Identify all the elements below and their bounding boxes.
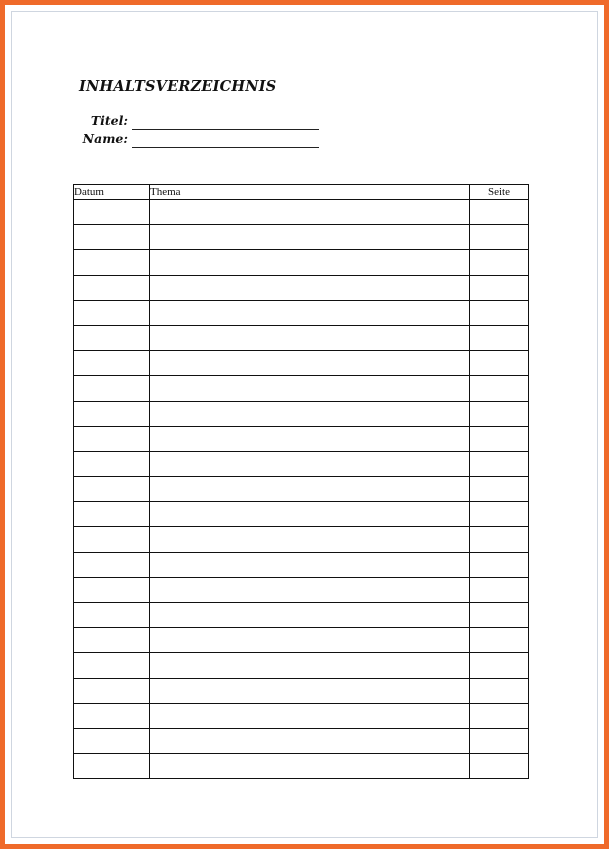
- thema-cell[interactable]: [150, 678, 470, 703]
- seite-cell[interactable]: [470, 552, 529, 577]
- thema-cell[interactable]: [150, 703, 470, 728]
- datum-cell[interactable]: [74, 477, 150, 502]
- datum-cell[interactable]: [74, 502, 150, 527]
- table-row: [74, 250, 529, 275]
- thema-cell[interactable]: [150, 250, 470, 275]
- datum-cell[interactable]: [74, 451, 150, 476]
- seite-cell[interactable]: [470, 477, 529, 502]
- table-row: [74, 653, 529, 678]
- column-header-thema: Thema: [150, 185, 470, 200]
- seite-cell[interactable]: [470, 426, 529, 451]
- toc-body: [74, 200, 529, 779]
- thema-cell[interactable]: [150, 552, 470, 577]
- thema-cell[interactable]: [150, 451, 470, 476]
- seite-cell[interactable]: [470, 225, 529, 250]
- thema-cell[interactable]: [150, 577, 470, 602]
- seite-cell[interactable]: [470, 401, 529, 426]
- datum-cell[interactable]: [74, 678, 150, 703]
- datum-cell[interactable]: [74, 728, 150, 753]
- thema-cell[interactable]: [150, 477, 470, 502]
- thema-cell[interactable]: [150, 653, 470, 678]
- table-row: [74, 426, 529, 451]
- table-row: [74, 502, 529, 527]
- table-row: [74, 477, 529, 502]
- seite-cell[interactable]: [470, 451, 529, 476]
- seite-cell[interactable]: [470, 728, 529, 753]
- table-row: [74, 577, 529, 602]
- datum-cell[interactable]: [74, 703, 150, 728]
- header-gap-row: [74, 200, 529, 225]
- table-row: [74, 351, 529, 376]
- thema-cell[interactable]: [150, 754, 470, 779]
- thema-cell[interactable]: [150, 225, 470, 250]
- table-row: [74, 300, 529, 325]
- document-heading: INHALTSVERZEICHNIS: [79, 78, 277, 95]
- seite-cell[interactable]: [470, 577, 529, 602]
- datum-cell[interactable]: [74, 653, 150, 678]
- datum-cell[interactable]: [74, 225, 150, 250]
- datum-cell[interactable]: [74, 250, 150, 275]
- thema-cell[interactable]: [150, 401, 470, 426]
- datum-cell[interactable]: [74, 300, 150, 325]
- column-header-datum: Datum: [74, 185, 150, 200]
- datum-cell[interactable]: [74, 351, 150, 376]
- table-row: [74, 401, 529, 426]
- thema-cell[interactable]: [150, 426, 470, 451]
- seite-cell[interactable]: [470, 603, 529, 628]
- seite-cell[interactable]: [470, 502, 529, 527]
- table-row: [74, 275, 529, 300]
- gap-cell: [150, 200, 470, 225]
- seite-cell[interactable]: [470, 754, 529, 779]
- datum-cell[interactable]: [74, 401, 150, 426]
- name-field-label: Name:: [82, 131, 128, 146]
- column-header-seite: Seite: [470, 185, 529, 200]
- seite-cell[interactable]: [470, 703, 529, 728]
- seite-cell[interactable]: [470, 678, 529, 703]
- seite-cell[interactable]: [470, 351, 529, 376]
- name-field-line[interactable]: [132, 147, 319, 148]
- thema-cell[interactable]: [150, 728, 470, 753]
- table-row: [74, 225, 529, 250]
- gap-cell: [74, 200, 150, 225]
- thema-cell[interactable]: [150, 376, 470, 401]
- datum-cell[interactable]: [74, 275, 150, 300]
- thema-cell[interactable]: [150, 527, 470, 552]
- seite-cell[interactable]: [470, 376, 529, 401]
- table-row: [74, 325, 529, 350]
- datum-cell[interactable]: [74, 527, 150, 552]
- datum-cell[interactable]: [74, 628, 150, 653]
- seite-cell[interactable]: [470, 527, 529, 552]
- table-row: [74, 552, 529, 577]
- table-row: [74, 678, 529, 703]
- datum-cell[interactable]: [74, 376, 150, 401]
- table-row: [74, 728, 529, 753]
- seite-cell[interactable]: [470, 300, 529, 325]
- table-row: [74, 628, 529, 653]
- seite-cell[interactable]: [470, 628, 529, 653]
- datum-cell[interactable]: [74, 426, 150, 451]
- datum-cell[interactable]: [74, 603, 150, 628]
- thema-cell[interactable]: [150, 351, 470, 376]
- datum-cell[interactable]: [74, 577, 150, 602]
- table-row: [74, 451, 529, 476]
- gap-cell: [470, 200, 529, 225]
- thema-cell[interactable]: [150, 275, 470, 300]
- table-row: [74, 603, 529, 628]
- table-row: [74, 527, 529, 552]
- datum-cell[interactable]: [74, 754, 150, 779]
- datum-cell[interactable]: [74, 325, 150, 350]
- table-row: [74, 376, 529, 401]
- title-field-label: Titel:: [90, 113, 128, 128]
- thema-cell[interactable]: [150, 300, 470, 325]
- thema-cell[interactable]: [150, 603, 470, 628]
- thema-cell[interactable]: [150, 325, 470, 350]
- toc-header-row: [74, 185, 529, 200]
- table-row: [74, 703, 529, 728]
- seite-cell[interactable]: [470, 325, 529, 350]
- toc-table: [73, 184, 529, 779]
- seite-cell[interactable]: [470, 653, 529, 678]
- seite-cell[interactable]: [470, 275, 529, 300]
- thema-cell[interactable]: [150, 502, 470, 527]
- seite-cell[interactable]: [470, 250, 529, 275]
- title-field-line[interactable]: [132, 129, 319, 130]
- thema-cell[interactable]: [150, 628, 470, 653]
- table-row: [74, 754, 529, 779]
- datum-cell[interactable]: [74, 552, 150, 577]
